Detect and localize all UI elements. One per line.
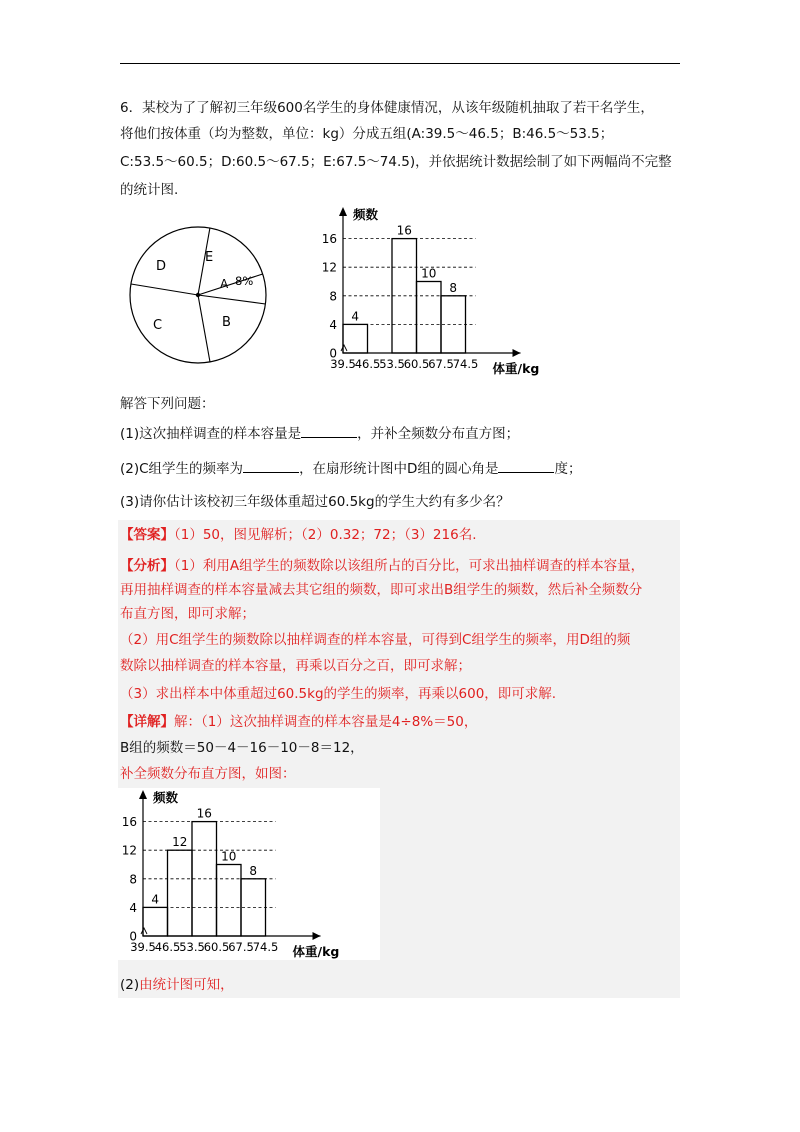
- question-text-1: 某校为了了解初三年级600名学生的身体健康情况，从该年级随机抽取了若干名学生，: [142, 100, 654, 116]
- pie-label-a: A: [220, 277, 229, 291]
- y-tick-label: 8: [129, 872, 137, 887]
- subq-2-text-b: ，在扇形统计图中D组的圆心角是: [299, 461, 499, 477]
- subq-1-text-a: 这次抽样调查的样本容量是: [139, 426, 302, 442]
- histogram-bar: [343, 324, 368, 353]
- pie-chart: [126, 222, 276, 372]
- y-tick-label: 12: [121, 843, 137, 858]
- analysis-tag: 【分析】: [120, 558, 174, 574]
- subq-2: [120, 458, 581, 479]
- analysis-line-2: [120, 580, 642, 600]
- question-line-4: [120, 180, 178, 200]
- detail-line-2: [120, 738, 364, 758]
- y-axis-arrow-icon: [139, 790, 147, 799]
- subq-2-blank-2[interactable]: [498, 458, 554, 473]
- x-tick-label: 67.5: [228, 940, 254, 954]
- analysis-text-3: 布直方图，即可求解；: [120, 606, 255, 622]
- x-tick-label: 46.5: [154, 940, 181, 954]
- bar-value-label: 12: [172, 835, 188, 850]
- bar-value-label: 8: [249, 863, 258, 878]
- pie-label-b: B: [222, 315, 231, 330]
- pie-line-bc: [198, 295, 210, 362]
- x-tick-label: 74.5: [452, 357, 479, 371]
- analysis-line-5: [120, 656, 471, 676]
- x-tick-label: 60.5: [203, 940, 230, 954]
- pie-label-e: E: [205, 250, 214, 265]
- detail-line-1: [120, 712, 477, 732]
- detail-text-3: 补全频数分布直方图，如图：: [120, 766, 296, 782]
- question-line-2: [120, 124, 613, 144]
- pie-label-a-percent: 8%: [235, 274, 254, 288]
- histogram-bar: [417, 282, 442, 354]
- pie-line-ab: [198, 295, 266, 304]
- axis-break-icon: [341, 345, 347, 351]
- analysis-text-1: （1）利用A组学生的频数除以该组所占的百分比，可求出抽样调查的样本容量，: [174, 558, 645, 574]
- x-tick-label: 39.5: [130, 940, 156, 954]
- question-text-2: 将他们按体重（均为整数，单位：kg）分成五组(A:39.5～46.5；B:46.5～53.5；: [120, 126, 614, 142]
- analysis-line-1: [120, 556, 644, 576]
- analysis-text-2: 再用抽样调查的样本容量减去其它组的频数，即可求出B组学生的频数，然后补全频数分: [120, 582, 643, 598]
- subq-2-text-c: 度；: [554, 461, 582, 477]
- x-tick-label: 53.5: [179, 940, 205, 954]
- x-tick-label: 74.5: [252, 940, 279, 954]
- y-axis-label: 频数: [153, 790, 179, 805]
- x-tick-label: 60.5: [403, 357, 430, 371]
- answer-text: （1）50，图见解析；（2）0.32；72；（3）216名.: [174, 527, 477, 543]
- question-line-1: [120, 98, 654, 118]
- answer-tag: 【答案】: [120, 527, 174, 543]
- bar-value-label: 10: [221, 849, 237, 864]
- header-rule: [120, 63, 680, 64]
- analysis-line-6: [120, 684, 556, 704]
- x-tick-label: 46.5: [354, 357, 381, 371]
- bar-value-label: 16: [396, 223, 412, 238]
- subq-1: [120, 423, 519, 444]
- subq-3-num: (3): [120, 494, 140, 510]
- detail-4-num: (2): [120, 977, 140, 993]
- y-tick-label: 4: [329, 317, 337, 332]
- x-axis-arrow-icon: [513, 349, 521, 357]
- subq-intro-text: 解答下列问题：: [120, 396, 215, 412]
- histogram-incomplete: [318, 205, 588, 380]
- x-tick-label: 67.5: [428, 357, 454, 371]
- pie-label-c: C: [153, 318, 163, 333]
- detail-line-3: [120, 764, 296, 784]
- analysis-text-5: 数除以抽样调查的样本容量，再乘以百分之百，即可求解；: [120, 658, 471, 674]
- question-text-4: 的统计图.: [120, 182, 179, 198]
- pie-center: [196, 293, 200, 297]
- y-tick-label: 0: [329, 346, 337, 361]
- subq-3-text: 请你估计该校初三年级体重超过60.5kg的学生大约有多少名？: [139, 494, 510, 510]
- detail-text-1: 解：（1）这次抽样调查的样本容量是4÷8%＝50，: [174, 714, 478, 730]
- y-tick-label: 8: [329, 289, 337, 304]
- bar-value-label: 10: [421, 266, 437, 281]
- detail-tag: 【详解】: [120, 714, 174, 730]
- histogram-bar: [143, 907, 168, 936]
- histogram-bar: [168, 850, 193, 936]
- y-tick-label: 16: [121, 815, 137, 830]
- y-tick-label: 0: [129, 929, 137, 944]
- y-tick-label: 12: [321, 260, 337, 275]
- analysis-text-6: （3）求出样本中体重超过60.5kg的学生的频率，再乘以600，即可求解.: [120, 686, 557, 702]
- x-tick-label: 53.5: [379, 357, 405, 371]
- x-axis-label: 体重/kg: [492, 361, 540, 376]
- axis-break-icon: [141, 928, 147, 934]
- detail-text-2: B组的频数＝50－4－16－10－8＝12，: [120, 740, 364, 756]
- subq-2-blank-1[interactable]: [243, 458, 299, 473]
- subq-1-num: (1): [120, 426, 140, 442]
- subq-1-text-b: ，并补全频数分布直方图；: [357, 426, 520, 442]
- subq-2-text-a: C组学生的频率为: [139, 461, 244, 477]
- bar-value-label: 4: [151, 892, 160, 907]
- x-axis-arrow-icon: [313, 932, 321, 940]
- subq-2-num: (2): [120, 461, 140, 477]
- question-number: 6．: [120, 100, 143, 116]
- answer-line: [120, 525, 477, 545]
- bar-value-label: 16: [196, 806, 212, 821]
- y-tick-label: 16: [321, 232, 337, 247]
- x-axis-label: 体重/kg: [292, 944, 340, 959]
- detail-text-4: 由统计图可知，: [139, 977, 234, 993]
- bar-value-label: 8: [449, 280, 458, 295]
- pie-line-cd: [131, 284, 198, 295]
- subq-intro: [120, 394, 215, 414]
- y-axis-arrow-icon: [339, 207, 347, 216]
- subq-1-blank[interactable]: [301, 423, 357, 438]
- histogram-bar: [217, 865, 242, 937]
- analysis-line-3: [120, 604, 255, 624]
- histogram-complete: [118, 788, 380, 960]
- question-line-3: [120, 152, 672, 172]
- analysis-line-4: [120, 630, 630, 650]
- bar-value-label: 4: [351, 309, 360, 324]
- subq-3: [120, 492, 510, 512]
- y-tick-label: 4: [129, 900, 137, 915]
- analysis-text-4: （2）用C组学生的频数除以抽样调查的样本容量，可得到C组学生的频率，用D组的频: [120, 632, 631, 648]
- pie-label-d: D: [156, 259, 167, 274]
- y-axis-label: 频数: [353, 207, 379, 222]
- x-tick-label: 39.5: [330, 357, 356, 371]
- detail-line-4: [120, 975, 234, 995]
- question-text-3: C:53.5～60.5；D:60.5～67.5；E:67.5～74.5)，并依据统计数据绘制了如下两幅尚不完整: [120, 154, 672, 170]
